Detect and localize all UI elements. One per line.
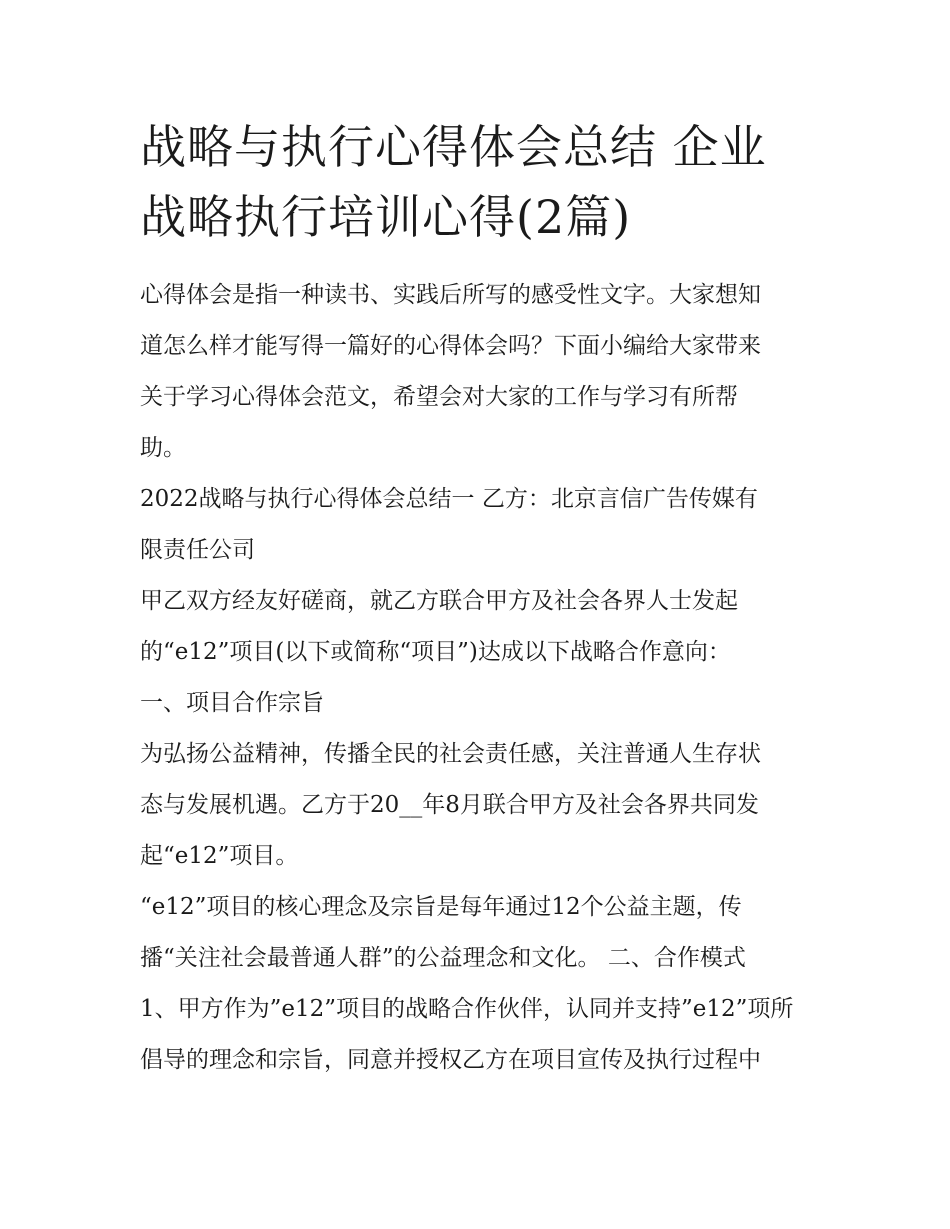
- body-line: 一、项目合作宗旨: [140, 690, 324, 716]
- document-title: [140, 112, 820, 252]
- body-line: 播“关注社会最普通人群”的公益理念和文化。 二、合作模式: [140, 945, 746, 971]
- body-line: 道怎么样才能写得一篇好的心得体会吗？下面小编给大家带来: [140, 333, 761, 359]
- body-line: 限责任公司: [140, 537, 255, 563]
- body-line: 态与发展机遇。乙方于20__年8月联合甲方及社会各界共同发: [140, 792, 759, 818]
- document-body: [140, 270, 820, 1086]
- title-line: 战略执行培训心得(2篇): [140, 190, 632, 244]
- body-line: “e12”项目的核心理念及宗旨是每年通过12个公益主题，传: [140, 894, 742, 920]
- body-line: 倡导的理念和宗旨，同意并授权乙方在项目宣传及执行过程中: [140, 1047, 761, 1073]
- document-page: [140, 112, 820, 1086]
- body-line: 关于学习心得体会范文，希望会对大家的工作与学习有所帮: [140, 384, 738, 410]
- body-line: 为弘扬公益精神，传播全民的社会责任感，关注普通人生存状: [140, 741, 761, 767]
- body-line: 心得体会是指一种读书、实践后所写的感受性文字。大家想知: [140, 282, 761, 308]
- body-line: 甲乙双方经友好磋商，就乙方联合甲方及社会各界人士发起: [140, 588, 738, 614]
- body-line: 起“e12”项目。: [140, 843, 299, 869]
- title-line: 战略与执行心得体会总结 企业: [140, 120, 767, 174]
- body-line: 助。: [140, 435, 186, 461]
- body-line: 2022战略与执行心得体会总结一 乙方：北京言信广告传媒有: [140, 486, 758, 512]
- body-line: 1、甲方作为”e12”项目的战略合作伙伴，认同并支持”e12”项所: [140, 996, 794, 1022]
- body-line: 的“e12”项目(以下或简称“项目”)达成以下战略合作意向：: [140, 639, 731, 665]
